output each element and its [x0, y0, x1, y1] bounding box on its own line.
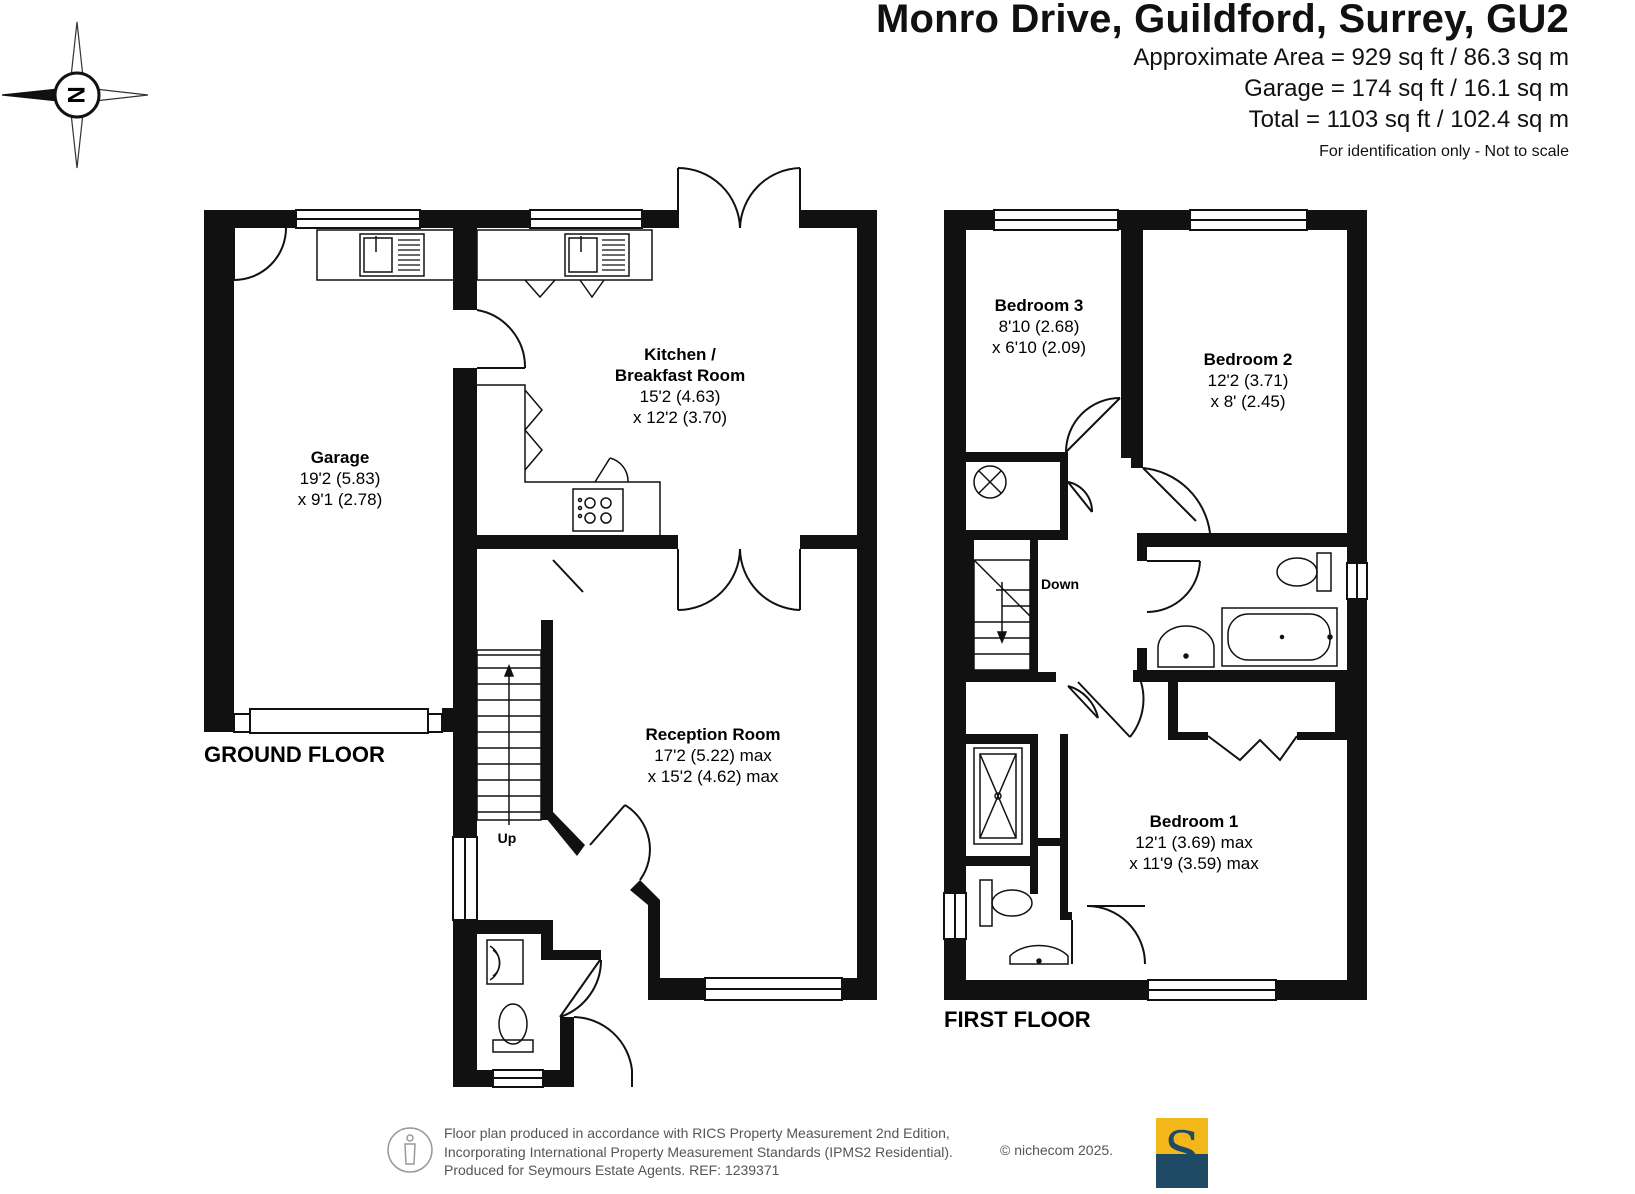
footer-line-2: Incorporating International Property Measurement Standards (IPMS2 Residential). [444, 1143, 953, 1160]
garage-area: Garage = 174 sq ft / 16.1 sq m [1244, 75, 1569, 102]
person-icon [388, 1128, 432, 1172]
kitchen-dim-1: 15'2 (4.63) [639, 387, 721, 406]
ground-floor-label: GROUND FLOOR [204, 742, 385, 767]
first-floor-label: FIRST FLOOR [944, 1007, 1091, 1032]
bedroom3-name: Bedroom 3 [994, 296, 1084, 315]
page-title: Monro Drive, Guildford, Surrey, GU2 [875, 0, 1569, 41]
footer-text [444, 1124, 953, 1180]
logo-letter: S [1164, 1122, 1200, 1182]
stairs-up-label: Up [497, 830, 517, 846]
bedroom1-dim-2: x 11'9 (3.59) max [1129, 854, 1259, 873]
footer-line-1: Floor plan produced in accordance with RICS Property Measurement 2nd Edition, [444, 1125, 950, 1141]
reception-name: Reception Room [645, 725, 781, 744]
approximate-area: Approximate Area = 929 sq ft / 86.3 sq m [1133, 44, 1569, 71]
garage-name: Garage [310, 448, 370, 467]
bedroom1-name: Bedroom 1 [1149, 812, 1239, 831]
bedroom3-dim-2: x 6'10 (2.09) [992, 338, 1086, 357]
total-area: Total = 1103 sq ft / 102.4 sq m [1248, 106, 1569, 133]
garage-dim-1: 19'2 (5.83) [299, 469, 381, 488]
compass-icon [2, 22, 148, 168]
kitchen-name-1: Kitchen / [644, 345, 716, 364]
bedroom3-dim-1: 8'10 (2.68) [998, 317, 1080, 336]
disclaimer: For identification only - Not to scale [1319, 143, 1569, 160]
bedroom2-dim-1: 12'2 (3.71) [1207, 371, 1289, 390]
kitchen-name-2: Breakfast Room [614, 366, 746, 385]
garage-dim-2: x 9'1 (2.78) [297, 490, 383, 509]
bedroom2-name: Bedroom 2 [1203, 350, 1293, 369]
seymours-logo [1156, 1118, 1208, 1188]
kitchen-dim-2: x 12'2 (3.70) [633, 408, 727, 427]
footer-line-3: Produced for Seymours Estate Agents. REF: 1239371 [444, 1162, 780, 1178]
bedroom1-dim-1: 12'1 (3.69) max [1135, 833, 1253, 852]
ground-floor-walls [204, 210, 877, 1087]
ground-floor-doors [234, 168, 800, 1087]
ground-floor-windows [234, 210, 842, 1087]
compass-north-label: N [63, 86, 91, 104]
bedroom2-dim-2: x 8' (2.45) [1210, 392, 1286, 411]
stairs-down-label: Down [1040, 576, 1080, 592]
copyright: © nichecom 2025. [1000, 1142, 1114, 1158]
reception-dim-1: 17'2 (5.22) max [654, 746, 772, 765]
reception-dim-2: x 15'2 (4.62) max [647, 767, 779, 786]
